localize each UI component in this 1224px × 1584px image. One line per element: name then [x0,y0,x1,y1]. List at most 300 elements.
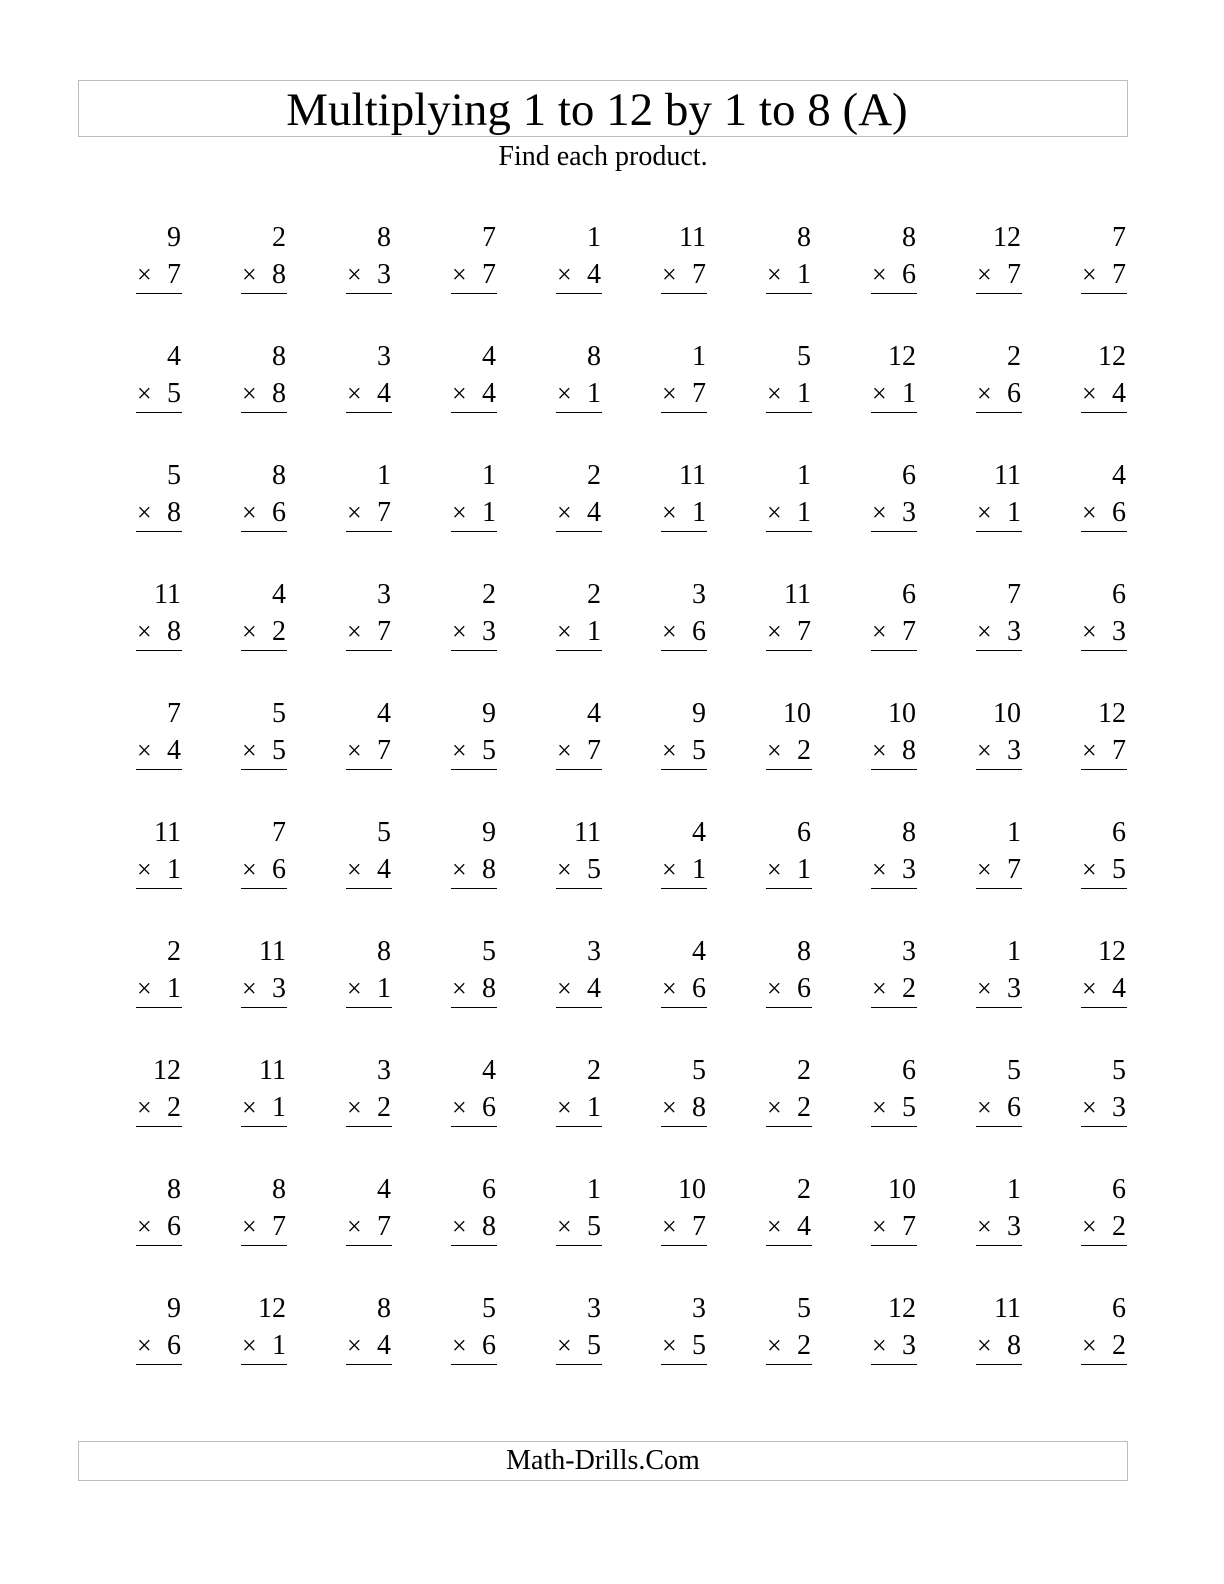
multiplier: 5 [692,1329,706,1361]
problem [556,458,602,577]
multiplicand: 4 [692,817,706,848]
multiplicand: 7 [482,222,496,253]
multiplier-line [346,613,392,651]
multiplier-line [1081,732,1127,770]
times-sign: × [662,259,677,289]
multiplicand: 2 [1007,341,1021,372]
problem [451,1053,497,1172]
multiplicand: 12 [258,1293,286,1324]
times-sign: × [767,735,782,765]
times-sign: × [242,1211,257,1241]
multiplier-line [556,375,602,413]
multiplicand: 11 [154,817,181,848]
times-sign: × [872,1330,887,1360]
multiplicand: 8 [377,936,391,967]
times-sign: × [137,1092,152,1122]
multiplier: 2 [1112,1210,1126,1242]
multiplicand: 12 [153,1055,181,1086]
multiplicand: 8 [587,341,601,372]
multiplier: 5 [902,1091,916,1123]
multiplier-line [661,256,707,294]
multiplier: 7 [1007,258,1021,290]
multiplier-line [871,1208,917,1246]
times-sign: × [662,378,677,408]
problem [661,934,707,1053]
multiplier: 7 [692,258,706,290]
problem [1081,696,1127,815]
multiplier-line [871,375,917,413]
multiplicand: 7 [272,817,286,848]
multiplier: 5 [587,1329,601,1361]
multiplicand: 4 [272,579,286,610]
multiplicand: 12 [993,222,1021,253]
multiplier: 8 [167,615,181,647]
multiplier-line [136,1327,182,1365]
multiplier-line [241,494,287,532]
multiplicand: 6 [902,579,916,610]
multiplier: 2 [272,615,286,647]
multiplier: 4 [1112,377,1126,409]
multiplicand: 3 [587,1293,601,1324]
multiplier-line [661,1089,707,1127]
multiplier: 6 [272,496,286,528]
multiplier: 2 [377,1091,391,1123]
problem [976,815,1022,934]
multiplier: 8 [692,1091,706,1123]
multiplier: 3 [902,1329,916,1361]
multiplier-line [346,1327,392,1365]
multiplicand: 2 [167,936,181,967]
multiplier: 6 [1112,496,1126,528]
multiplier: 8 [272,258,286,290]
multiplier-line [1081,256,1127,294]
times-sign: × [557,1092,572,1122]
problem [451,1172,497,1291]
problem [136,815,182,934]
multiplier-line [451,375,497,413]
multiplier-line [1081,1327,1127,1365]
multiplier: 6 [902,258,916,290]
multiplicand: 1 [587,222,601,253]
multiplier: 2 [167,1091,181,1123]
multiplier-line [1081,851,1127,889]
multiplicand: 11 [994,1293,1021,1324]
multiplicand: 2 [272,222,286,253]
times-sign: × [1082,973,1097,1003]
multiplier-line [766,1208,812,1246]
multiplier-line [766,256,812,294]
multiplier-line [976,970,1022,1008]
multiplier-line [346,851,392,889]
multiplicand: 11 [154,579,181,610]
times-sign: × [347,497,362,527]
problem [241,458,287,577]
multiplier: 1 [797,258,811,290]
multiplier-line [556,494,602,532]
problem [1081,220,1127,339]
times-sign: × [137,1211,152,1241]
problem [766,577,812,696]
problem [1081,339,1127,458]
times-sign: × [452,1211,467,1241]
problem [871,815,917,934]
problem [766,220,812,339]
problem [976,1053,1022,1172]
multiplier: 7 [482,258,496,290]
multiplicand: 8 [797,936,811,967]
problem [346,1172,392,1291]
times-sign: × [767,1211,782,1241]
problem [871,220,917,339]
times-sign: × [872,973,887,1003]
times-sign: × [137,1330,152,1360]
multiplicand: 7 [1007,579,1021,610]
multiplicand: 12 [1098,341,1126,372]
times-sign: × [662,854,677,884]
times-sign: × [452,1330,467,1360]
problem [136,577,182,696]
times-sign: × [137,973,152,1003]
multiplier: 8 [1007,1329,1021,1361]
problem [871,1172,917,1291]
multiplicand: 5 [482,1293,496,1324]
multiplicand: 6 [482,1174,496,1205]
multiplicand: 12 [1098,936,1126,967]
multiplicand: 1 [482,460,496,491]
multiplier-line [451,732,497,770]
times-sign: × [662,1330,677,1360]
problem [346,1053,392,1172]
problem [661,696,707,815]
multiplier-line [766,613,812,651]
multiplier: 5 [167,377,181,409]
multiplier: 3 [482,615,496,647]
multiplier: 6 [482,1091,496,1123]
times-sign: × [977,1211,992,1241]
times-sign: × [1082,735,1097,765]
multiplier: 3 [377,258,391,290]
problem [556,220,602,339]
multiplier-line [766,970,812,1008]
multiplier: 1 [587,1091,601,1123]
multiplier: 3 [1007,615,1021,647]
multiplier: 1 [377,972,391,1004]
times-sign: × [1082,1211,1097,1241]
times-sign: × [1082,1330,1097,1360]
problem [1081,577,1127,696]
times-sign: × [662,973,677,1003]
problem [1081,1172,1127,1291]
multiplier: 7 [377,496,391,528]
multiplier: 3 [1112,1091,1126,1123]
multiplicand: 3 [377,341,391,372]
problem [1081,1291,1127,1410]
problem [241,1053,287,1172]
multiplicand: 4 [482,1055,496,1086]
problem [241,696,287,815]
multiplicand: 6 [902,1055,916,1086]
problem [136,339,182,458]
times-sign: × [977,616,992,646]
multiplier-line [766,375,812,413]
multiplier-line [136,494,182,532]
times-sign: × [452,497,467,527]
problem [976,220,1022,339]
problem [871,339,917,458]
multiplier: 3 [272,972,286,1004]
times-sign: × [1082,497,1097,527]
times-sign: × [557,735,572,765]
multiplicand: 4 [377,1174,391,1205]
multiplicand: 2 [797,1055,811,1086]
problem [241,934,287,1053]
multiplier-line [136,256,182,294]
multiplicand: 12 [888,1293,916,1324]
multiplier: 6 [692,615,706,647]
multiplicand: 2 [587,460,601,491]
problem [976,577,1022,696]
times-sign: × [767,1330,782,1360]
multiplicand: 2 [587,579,601,610]
times-sign: × [242,378,257,408]
multiplicand: 3 [902,936,916,967]
problem [871,696,917,815]
multiplier: 1 [902,377,916,409]
multiplier: 7 [377,734,391,766]
multiplier: 4 [1112,972,1126,1004]
multiplier-line [136,1089,182,1127]
multiplicand: 11 [679,460,706,491]
multiplicand: 6 [902,460,916,491]
multiplier-line [556,1208,602,1246]
times-sign: × [242,497,257,527]
multiplier-line [871,970,917,1008]
problem [136,458,182,577]
multiplier: 4 [587,496,601,528]
times-sign: × [347,378,362,408]
problem [241,1291,287,1410]
times-sign: × [557,616,572,646]
multiplicand: 9 [167,1293,181,1324]
multiplier: 4 [377,1329,391,1361]
times-sign: × [767,973,782,1003]
multiplier: 3 [902,496,916,528]
problem [556,1053,602,1172]
multiplier: 6 [797,972,811,1004]
multiplier-line [766,1089,812,1127]
times-sign: × [137,854,152,884]
multiplier: 1 [587,377,601,409]
problem [451,220,497,339]
multiplicand: 9 [167,222,181,253]
multiplier-line [871,494,917,532]
problem [346,934,392,1053]
times-sign: × [557,259,572,289]
multiplier: 8 [482,1210,496,1242]
times-sign: × [767,616,782,646]
times-sign: × [137,497,152,527]
times-sign: × [242,616,257,646]
multiplier-line [451,1327,497,1365]
multiplicand: 8 [272,1174,286,1205]
problem [556,696,602,815]
multiplier: 7 [272,1210,286,1242]
multiplier: 2 [797,1329,811,1361]
times-sign: × [977,1092,992,1122]
multiplicand: 5 [797,341,811,372]
multiplier: 4 [377,853,391,885]
multiplier-line [661,375,707,413]
multiplier-line [556,970,602,1008]
multiplicand: 6 [1112,817,1126,848]
multiplicand: 9 [482,817,496,848]
times-sign: × [977,497,992,527]
problem [346,220,392,339]
problem [871,1053,917,1172]
multiplier-line [241,375,287,413]
multiplicand: 11 [259,1055,286,1086]
problem [241,577,287,696]
title-box [78,80,1128,137]
multiplicand: 8 [377,222,391,253]
multiplier: 7 [902,1210,916,1242]
multiplier-line [136,851,182,889]
times-sign: × [347,973,362,1003]
multiplicand: 3 [377,1055,391,1086]
problem [976,1291,1022,1410]
problem [871,577,917,696]
times-sign: × [452,616,467,646]
times-sign: × [347,616,362,646]
multiplicand: 3 [692,1293,706,1324]
times-sign: × [557,1330,572,1360]
multiplier: 3 [902,853,916,885]
multiplicand: 8 [377,1293,391,1324]
times-sign: × [1082,854,1097,884]
multiplier-line [766,851,812,889]
multiplier: 7 [692,1210,706,1242]
multiplicand: 8 [272,460,286,491]
times-sign: × [872,1092,887,1122]
multiplier: 7 [1112,734,1126,766]
times-sign: × [557,854,572,884]
times-sign: × [977,973,992,1003]
multiplier-line [451,494,497,532]
multiplicand: 11 [679,222,706,253]
multiplier: 3 [1007,1210,1021,1242]
multiplier: 7 [377,615,391,647]
multiplicand: 4 [587,698,601,729]
times-sign: × [557,497,572,527]
footer-text: Math-Drills.Com [506,1445,700,1476]
times-sign: × [1082,616,1097,646]
times-sign: × [452,259,467,289]
multiplier-line [976,375,1022,413]
times-sign: × [872,1211,887,1241]
multiplier: 6 [692,972,706,1004]
multiplicand: 4 [377,698,391,729]
multiplier: 5 [272,734,286,766]
multiplicand: 9 [692,698,706,729]
multiplier-line [661,1208,707,1246]
multiplier-line [976,494,1022,532]
multiplier-line [136,732,182,770]
problem [871,458,917,577]
problem [976,458,1022,577]
multiplicand: 5 [377,817,391,848]
problem [1081,458,1127,577]
multiplier-line [766,732,812,770]
multiplier-line [871,1089,917,1127]
multiplier-line [976,613,1022,651]
times-sign: × [557,378,572,408]
problem [766,696,812,815]
multiplier: 1 [272,1091,286,1123]
times-sign: × [242,1092,257,1122]
multiplier: 5 [1112,853,1126,885]
multiplier-line [661,970,707,1008]
multiplier: 4 [167,734,181,766]
problem [346,577,392,696]
multiplier-line [1081,1208,1127,1246]
problem [661,1291,707,1410]
multiplier-line [346,494,392,532]
multiplier-line [556,851,602,889]
multiplier-line [451,613,497,651]
multiplier-line [346,1089,392,1127]
multiplier-line [556,256,602,294]
multiplier-line [451,851,497,889]
multiplier: 4 [587,972,601,1004]
multiplicand: 11 [784,579,811,610]
times-sign: × [767,378,782,408]
multiplicand: 5 [692,1055,706,1086]
multiplier-line [661,732,707,770]
multiplier: 7 [692,377,706,409]
problem [766,458,812,577]
multiplier: 6 [1007,377,1021,409]
multiplier-line [661,494,707,532]
multiplier: 4 [587,258,601,290]
multiplier: 5 [587,1210,601,1242]
times-sign: × [872,616,887,646]
multiplier-line [556,1089,602,1127]
multiplier-line [556,732,602,770]
multiplicand: 1 [1007,1174,1021,1205]
multiplicand: 4 [692,936,706,967]
multiplier: 1 [482,496,496,528]
multiplicand: 10 [678,1174,706,1205]
times-sign: × [662,1092,677,1122]
multiplier: 7 [167,258,181,290]
multiplier: 4 [797,1210,811,1242]
problem-grid [136,220,1127,1410]
multiplier-line [766,1327,812,1365]
multiplier: 5 [482,734,496,766]
multiplicand: 2 [797,1174,811,1205]
problem [136,1172,182,1291]
multiplier-line [451,1208,497,1246]
multiplier-line [556,613,602,651]
multiplicand: 3 [692,579,706,610]
multiplicand: 9 [482,698,496,729]
multiplier-line [871,613,917,651]
multiplier-line [766,494,812,532]
multiplier-line [661,1327,707,1365]
times-sign: × [557,973,572,1003]
times-sign: × [977,1330,992,1360]
multiplier-line [976,1089,1022,1127]
